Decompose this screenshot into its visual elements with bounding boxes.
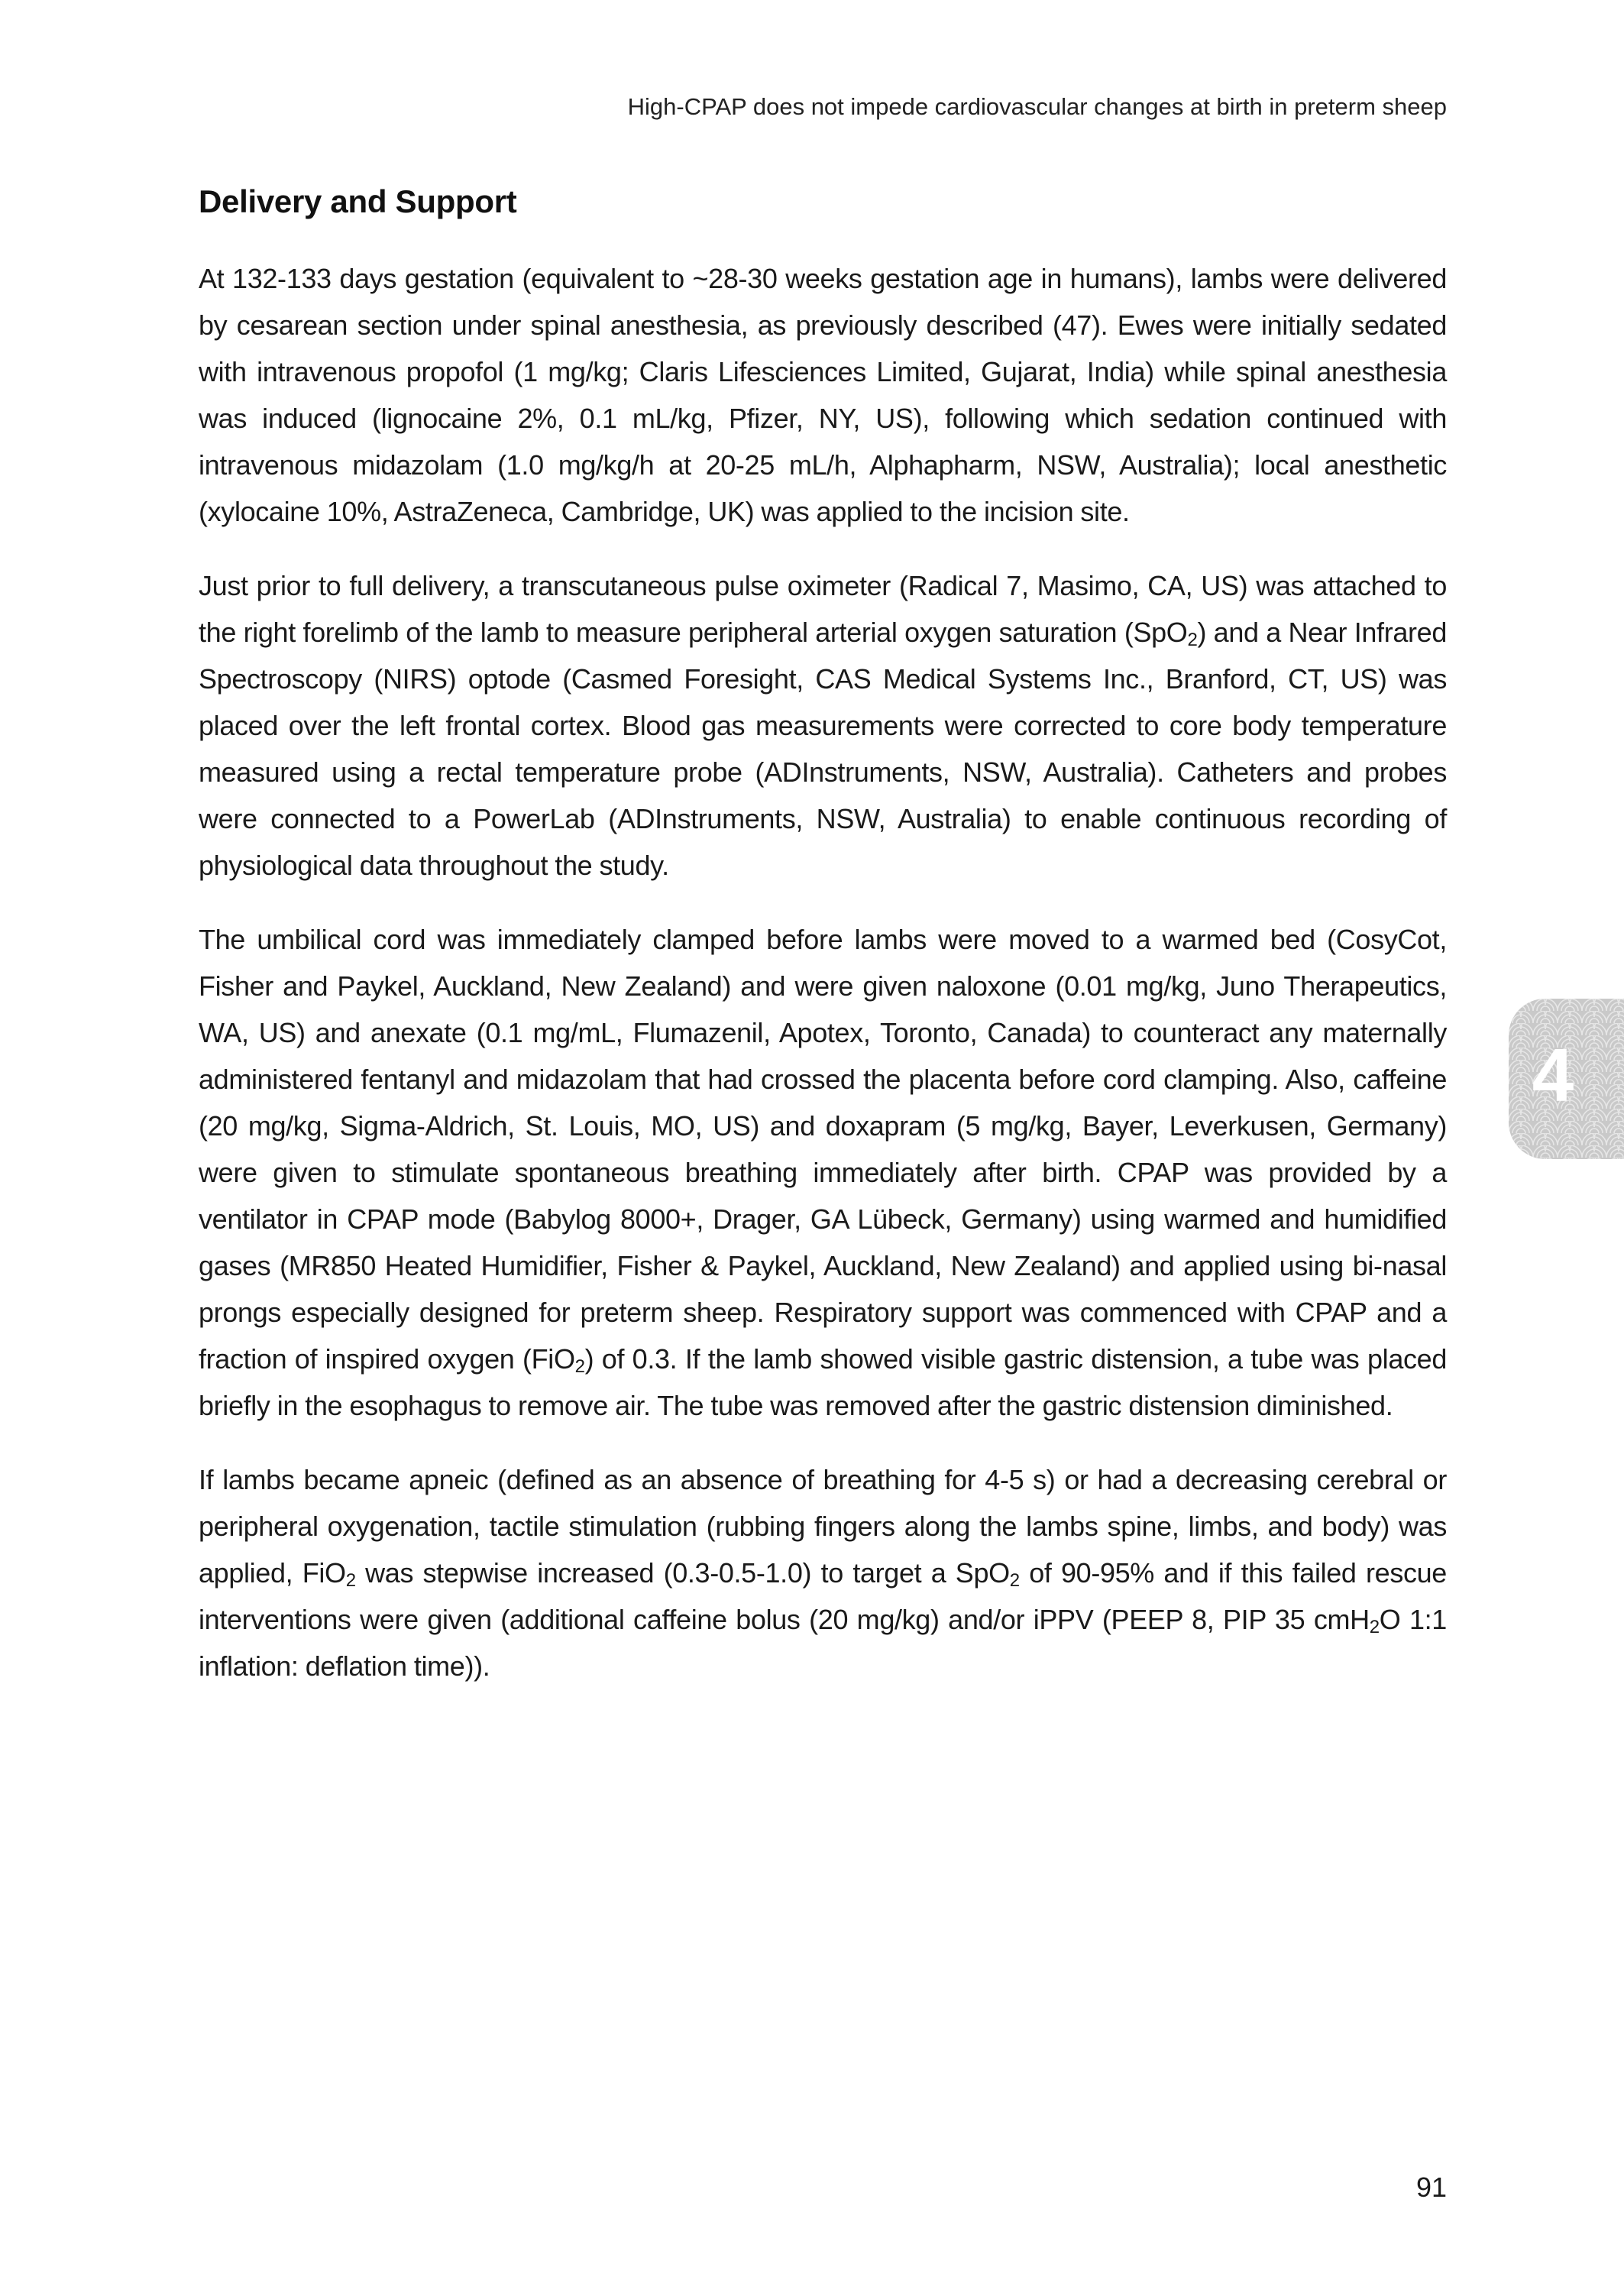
- paragraph-monitoring: [199, 562, 1447, 889]
- paragraph-cord-clamping: [199, 916, 1447, 1429]
- paragraph-text: was stepwise increased (0.3-0.5-1.0) to target a SpO: [355, 1557, 1010, 1589]
- paragraph-text: The umbilical cord was immediately clamped before lambs were moved to a warmed bed (CosyCot, Fisher and Paykel, Auckland, New Zealand) and were given naloxone (0.01 mg/kg, Juno Therapeutics, WA, US) and anexate (0.1 mg/mL, Flumazenil, Apotex, Toronto, Canada) to counteract any maternally administered fentanyl and midazolam that had crossed the placenta before cord clamping. Also, caffeine (20 mg/kg, Sigma-Aldrich, St. Louis, MO, US) and doxapram (5 mg/kg, Bayer, Leverkusen, Germany) were given to stimulate spontaneous breathing immediately after birth. CPAP was provided by a ventilator in CPAP mode (Babylog 8000+, Drager, GA Lübeck, Germany) using warmed and humidified gases (MR850 Heated Humidifier, Fisher & Paykel, Auckland, New Zealand) and applied using bi-nasal prongs especially designed for preterm sheep. Respiratory support was commenced with CPAP and a fraction of inspired oxygen (FiO: [199, 924, 1447, 1375]
- wave-pattern-icon: [1509, 999, 1624, 1159]
- chapter-number: 4: [1532, 1033, 1574, 1117]
- chapter-tab: [1509, 999, 1624, 1159]
- paragraph-delivery: At 132-133 days gestation (equivalent to ~28-30 weeks gestation age in humans), lambs were delivered by cesarean section under spinal anesthesia, as previously described (47). Ewes were initially sedated with intravenous propofol (1 mg/kg; Claris Lifesciences Limited, Gujarat, India) while spinal anesthesia was induced (lignocaine 2%, 0.1 mL/kg, Pfizer, NY, US), following which sedation continued with intravenous midazolam (1.0 mg/kg/h at 20-25 mL/h, Alphapharm, NSW, Australia); local anesthetic (xylocaine 10%, AstraZeneca, Cambridge, UK) was applied to the incision site.: [199, 263, 1447, 527]
- page-number: 91: [1415, 2172, 1447, 2203]
- section-title: Delivery and Support: [199, 183, 517, 219]
- paragraph-apnea-interventions: [199, 1456, 1447, 1689]
- subscript: 2: [345, 1570, 356, 1591]
- paragraph-text: of 90-95% and if this failed rescue interventions were given (additional caffeine bolus (20 mg/kg) and/or iPPV (PEEP 8, PIP 35 cmH: [199, 1557, 1447, 1635]
- subscript: 2: [574, 1356, 585, 1377]
- page-content: [199, 180, 1447, 1717]
- paragraph-text: O 1:1 inflation: deflation time)).: [199, 1604, 1447, 1682]
- running-header: High-CPAP does not impede cardiovascular changes at birth in preterm sheep: [627, 93, 1447, 120]
- paragraph-text: ) and a Near Infrared Spectroscopy (NIRS) optode (Casmed Foresight, CAS Medical Systems Inc., Branford, CT, US) was placed over the left frontal cortex. Blood gas measurements were corrected to core body temperature measured using a rectal temperature probe (ADInstruments, NSW, Australia). Catheters and probes were connected to a PowerLab (ADInstruments, NSW, Australia) to enable continuous recording of physiological data throughout the study.: [199, 617, 1448, 881]
- paragraph-text: Just prior to full delivery, a transcutaneous pulse oximeter (Radical 7, Masimo, CA, US) was attached to the right forelimb of the lamb to measure peripheral arterial oxygen saturation (SpO: [199, 570, 1447, 648]
- paragraph-text: If lambs became apneic (defined as an absence of breathing for 4-5 s) or had a decreasing cerebral or peripheral oxygenation, tactile stimulation (rubbing fingers along the lambs spine, limbs, and body) was applied, FiO: [199, 1464, 1447, 1589]
- subscript: 2: [1187, 630, 1198, 650]
- paragraph-text: ) of 0.3. If the lamb showed visible gastric distension, a tube was placed briefly in the esophagus to remove air. The tube was removed after the gastric distension diminished.: [199, 1343, 1447, 1421]
- subscript: 2: [1009, 1570, 1020, 1591]
- subscript: 2: [1369, 1617, 1380, 1637]
